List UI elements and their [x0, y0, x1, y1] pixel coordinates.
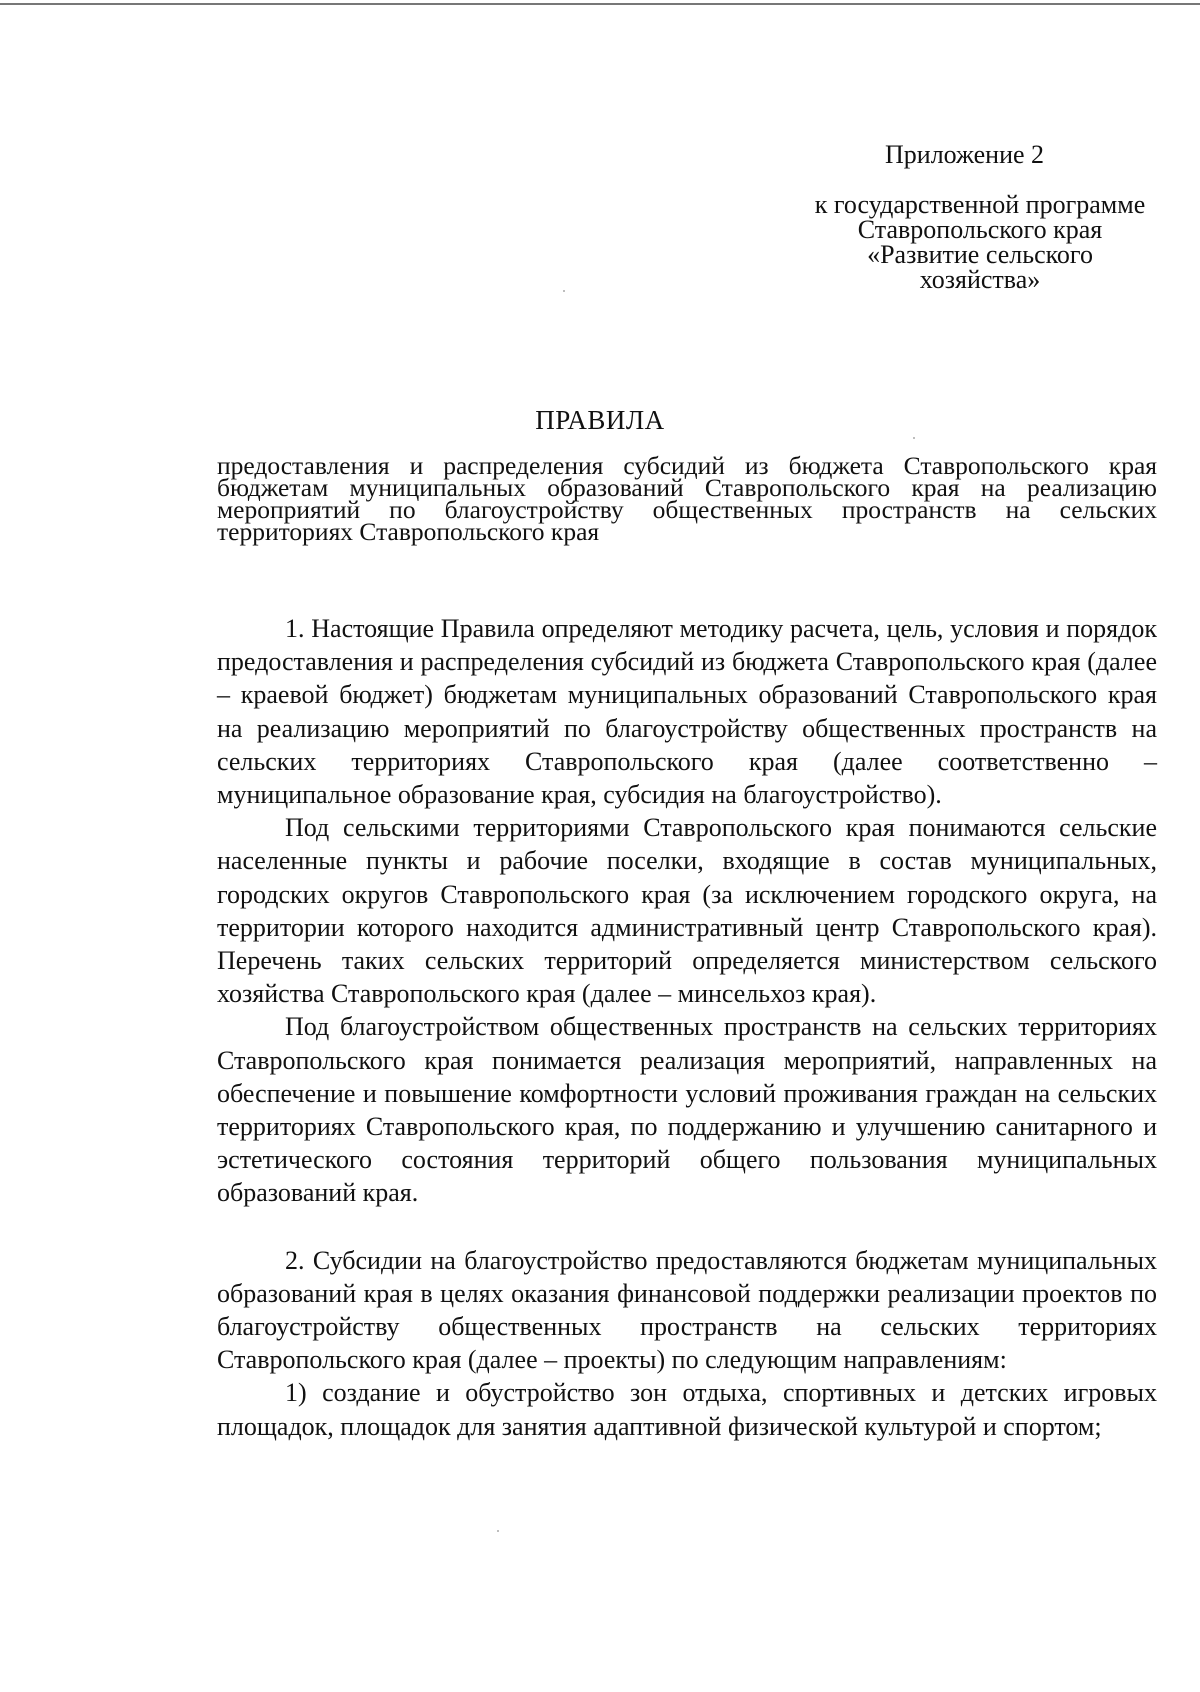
appendix-title: Приложение 2	[885, 140, 1045, 169]
paragraph-5: 1) создание и обустройство зон отдыха, спортивных и детских игровых площадок, площадок для занятия адаптивной физической культурой и спортом;	[217, 1378, 1157, 1441]
paragraph-3: Под благоустройством общественных пространств на сельских территориях Ставропольского края понимается реализация мероприятий, направленных на обеспечение и повышение комфортности условий проживания граждан на сельских территориях Ставропольского края, по поддержанию и улучшению санитарного и эстетического состояния территорий общего пользования муниципальных образований края.	[217, 1012, 1157, 1208]
appendix-ref-line: к государственной программе	[814, 190, 1146, 219]
appendix-header	[770, 140, 1190, 292]
scan-speck	[913, 437, 915, 439]
appendix-ref-line: Ставропольского края	[857, 215, 1103, 244]
page-top-edge	[0, 3, 1200, 5]
appendix-ref-line: хозяйства»	[919, 265, 1041, 294]
scan-speck	[563, 290, 565, 292]
document-body	[217, 612, 1157, 1443]
paragraph-4: 2. Субсидии на благоустройство предоставляются бюджетам муниципальных образований края в целях оказания финансовой поддержки реализации проектов по благоустройству общественных пространств на сельских территориях Ставропольского края (далее – проекты) по следующим направлениям:	[217, 1245, 1157, 1375]
document-title: ПРАВИЛА	[535, 405, 665, 435]
paragraph-1: 1. Настоящие Правила определяют методику расчета, цель, условия и порядок предоставления и распределения субсидий из бюджета Ставропольского края (далее – краевой бюджет) бюджетам муниципальных образований Ставропольского края на реализацию мероприятий по благоустройству общественных пространств на сельских территориях Ставропольского края (далее соответственно – муниципальное образование края, субсидия на благоустройство).	[217, 614, 1157, 810]
paragraph-2: Под сельскими территориями Ставропольского края понимаются сельские населенные пункты и рабочие поселки, входящие в состав муниципальных, городских округов Ставропольского края (за исключением городского округа, на территории которого находится административный центр Ставропольского края). Перечень таких сельских территорий определяется министерством сельского хозяйства Ставропольского края (далее – минсельхоз края).	[217, 813, 1157, 1009]
appendix-ref-line: «Развитие сельского	[867, 240, 1093, 269]
scan-speck	[497, 1530, 499, 1532]
document-subtitle: предоставления и распределения субсидий из бюджета Ставропольского края бюджетам муниципальных образований Ставропольского края на реализацию мероприятий по благоустройству общественных пространств на сельских территориях Ставропольского края	[217, 451, 1157, 546]
